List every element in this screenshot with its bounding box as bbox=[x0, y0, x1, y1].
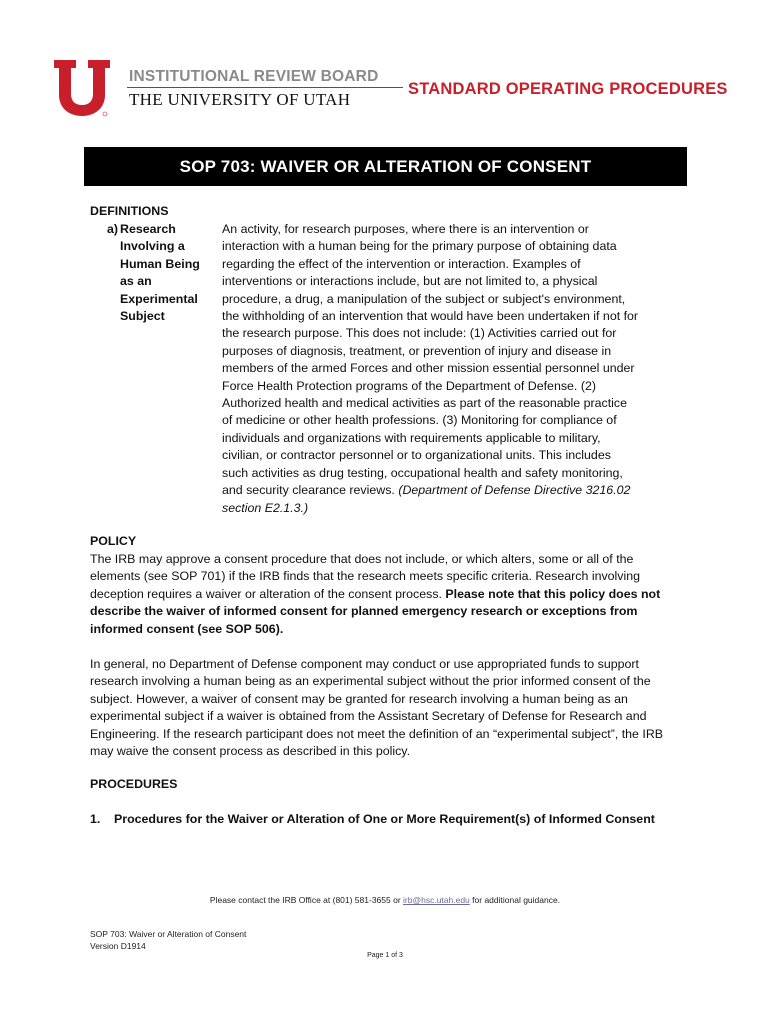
footer-version: Version D1914 bbox=[90, 941, 146, 951]
document-title: SOP 703: WAIVER OR ALTERATION OF CONSENT bbox=[179, 156, 592, 176]
definitions-heading: DEFINITIONS bbox=[90, 204, 169, 218]
policy-heading: POLICY bbox=[90, 534, 137, 548]
term-line: Research bbox=[120, 222, 176, 236]
board-title: INSTITUTIONAL REVIEW BOARD bbox=[129, 68, 379, 85]
definition-term-lines bbox=[120, 221, 200, 325]
title-bar bbox=[84, 147, 687, 186]
document-type: STANDARD OPERATING PROCEDURES bbox=[408, 80, 728, 98]
irb-email-link[interactable]: irb@hsc.utah.edu bbox=[403, 895, 470, 905]
procedure-title: Procedures for the Waiver or Alteration of One or More Requirement(s) of Informed Consent bbox=[114, 812, 655, 826]
definition-text bbox=[222, 221, 640, 517]
footer-doc-title: SOP 703: Waiver or Alteration of Consent bbox=[90, 929, 247, 939]
term-line: Involving a bbox=[120, 239, 185, 254]
contact-text: Please contact the IRB Office at (801) 581-3655 or bbox=[209, 895, 401, 905]
term-line: Subject bbox=[120, 309, 165, 324]
procedure-number: 1. bbox=[90, 812, 101, 826]
policy-paragraph-1 bbox=[90, 551, 680, 638]
definition-body: An activity, for research purposes, where there is an intervention or interaction with a human being for the primary purpose of obtaining data regarding the effect of the intervention or interaction. Examples of interventions or interactions include, but are not limited to, a physical procedure, a drug, a manipulation of the subject or subject's environment, the withholding of an intervention that would have been undertaken if not for the research purpose. This does not include: (1) Activities carried out for purposes of diagnosis, treatment, or prevention of injury and disease in members of the armed Forces and other mission essential personnel under Force Health Protection programs of the Department of Defense. (2) Authorized health and medical activities as part of the reasonable practice of medicine or other health professions. (3) Monitoring for compliance of individuals and organizations with requirements applicable to military, civilian, or contractor personnel or to organizational units. This includes such activities as drug testing, occupational health and safety monitoring, and security clearance reviews. bbox=[222, 222, 639, 498]
definition-citation: (Department of Defense Directive 3216.02 section E2.1.3.) bbox=[222, 483, 631, 515]
policy-paragraph-2: In general, no Department of Defense component may conduct or use appropriated funds to support research involving a human being as an experimental subject without the prior informed consent of the subject. However, a waiver of consent may be granted for research involving a human being as an experimental subject if a waiver is obtained from the Assistant Secretary of Defense for Research and Engineering. If the research participant does not meet the definition of an “experimental subject”, the IRB may waive the consent process as described in this policy. bbox=[90, 657, 664, 759]
university-of-utah-logo bbox=[52, 58, 112, 118]
definition-term bbox=[90, 221, 215, 325]
footer-document-info bbox=[90, 928, 246, 952]
term-line: as an bbox=[120, 274, 152, 289]
term-line: Human Being bbox=[120, 256, 200, 271]
contact-text-after: for additional guidance. bbox=[472, 895, 561, 905]
footer-contact bbox=[0, 895, 770, 905]
definition-marker: a) bbox=[106, 222, 118, 236]
term-line: Experimental bbox=[120, 291, 198, 306]
header-divider bbox=[127, 87, 403, 88]
procedure-item bbox=[90, 812, 655, 826]
procedures-heading: PROCEDURES bbox=[90, 777, 178, 791]
page-number: Page 1 of 3 bbox=[367, 952, 403, 959]
university-name: THE UNIVERSITY OF UTAH bbox=[129, 90, 351, 109]
policy-note: Please note that this policy does not describe the waiver of informed consent for planned emergency research or exceptions from informed consent (see SOP 506). bbox=[90, 586, 661, 636]
policy-text: The IRB may approve a consent procedure that does not include, or which alters, some or all of the elements (see SOP 701) if the IRB finds that the research meets specific criteria. Research involving deception requires a waiver or alteration of the consent process. bbox=[90, 552, 641, 601]
